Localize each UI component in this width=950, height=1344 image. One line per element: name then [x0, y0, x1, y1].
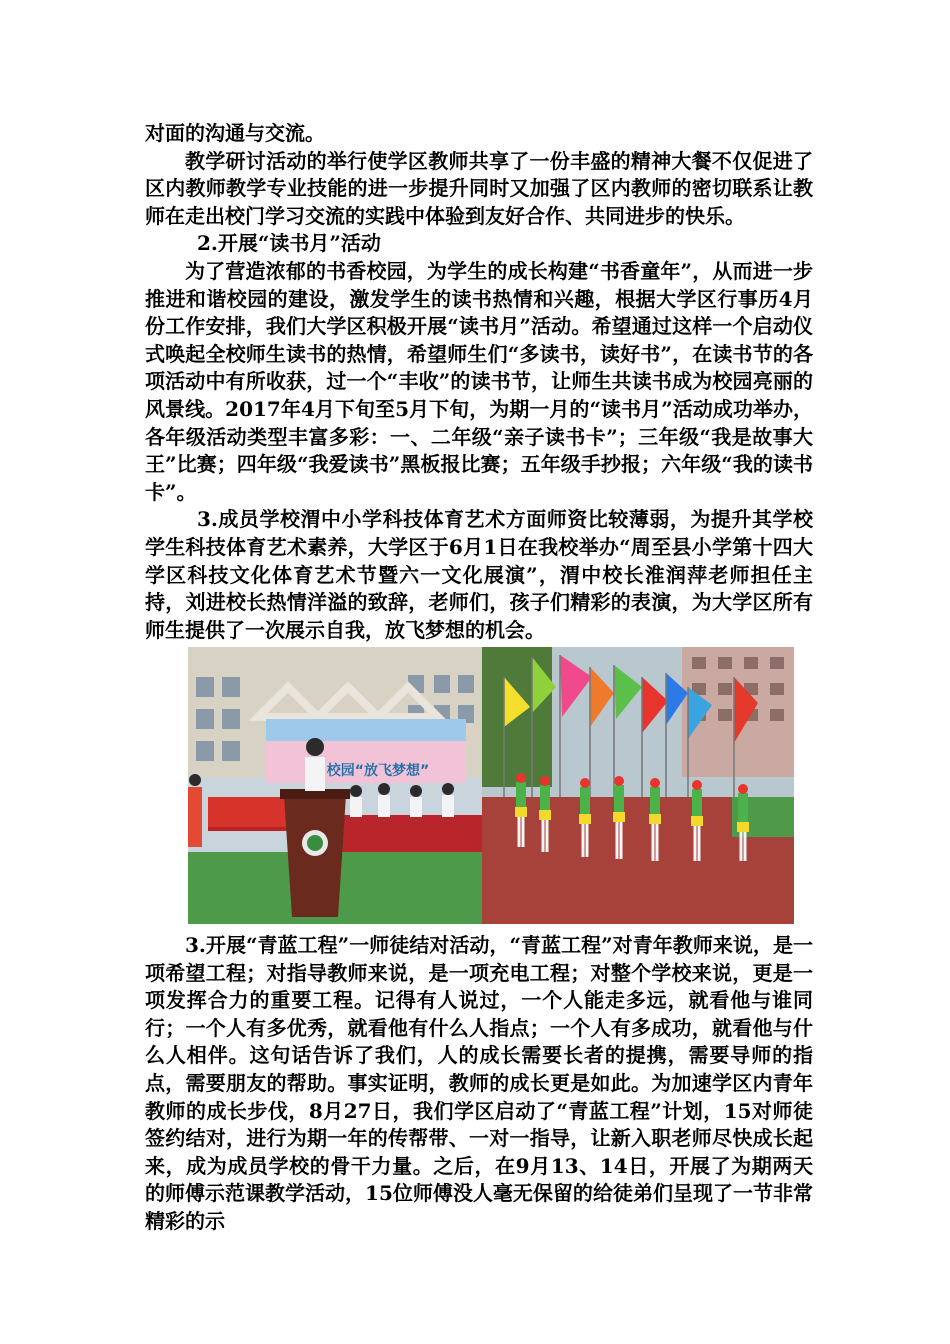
photo-pair — [188, 647, 794, 924]
paragraph: 教学研讨活动的举行使学区教师共享了一份丰盛的精神大餐不仅促进了区内教师教学专业技能的进一步提升同时又加强了区内教师的密切联系让教师在走出校门学习交流的实践中体验到友好合作、共同进步的快乐。 — [145, 148, 813, 228]
text-block-bottom — [145, 932, 813, 1236]
banner-text: 校园“放飞梦想” — [326, 763, 430, 779]
section-heading: 2.开展“读书月”活动 — [197, 231, 381, 256]
performance-photo — [482, 647, 794, 924]
ceremony-photo-image — [188, 647, 482, 924]
text-block-top — [145, 120, 813, 644]
paragraph: 对面的沟通与交流。 — [145, 121, 325, 145]
performance-photo-image — [482, 647, 794, 924]
paragraph: 3.开展“青蓝工程”一师徒结对活动，“青蓝工程”对青年教师来说，是一项希望工程；对指导教师来说，是一项充电工程；对整个学校来说，更是一项发挥合力的重要工程。记得有人说过，一个人能走多远，就看他与谁同行；一个人有多优秀，就看他有什么人指点；一个人有多成功，就看他与什么人相伴。这句话告诉了我们，人的成长需要长者的提携，需要导师的指点，需要朋友的帮助。事实证明，教师的成长更是如此。为加速学区内青年教师的成长步伐，8月27日，我们学区启动了“青蓝工程”计划，15对师徒签约结对，进行为期一年的传帮带、一对一指导，让新入职老师尽快成长起来，成为成员学校的骨干力量。之后，在9月13、14日，开展了为期两天的师傅示范课教学活动，15位师傅没人毫无保留的给徒弟们呈现了一节非常精彩的示 — [145, 933, 813, 1233]
paragraph: 3.成员学校渭中小学科技体育艺术方面师资比较薄弱，为提升其学校学生科技体育艺术素养，大学区于6月1日在我校举办“周至县小学第十四大学区科技文化体育艺术节暨六一文化展演”，渭中校长淮润萍老师担任主持，刘进校长热情洋溢的致辞，老师们，孩子们精彩的表演，为大学区所有师生提供了一次展示自我，放飞梦想的机会。 — [145, 507, 813, 642]
paragraph: 为了营造浓郁的书香校园，为学生的成长构建“书香童年”，从而进一步推进和谐校园的建设，激发学生的读书热情和兴趣，根据大学区行事历4月份工作安排，我们大学区积极开展“读书月”活动。希望通过这样一个启动仪式唤起全校师生读书的热情，希望师生们“多读书，读好书”，在读书节的各项活动中有所收获，过一个“丰收”的读书节，让师生共读书成为校园亮丽的风景线。2017年4月下旬至5月下旬，为期一月的“读书月”活动成功举办，各年级活动类型丰富多彩：一、二年级“亲子读书卡”；三年级“我是故事大王”比赛；四年级“我爱读书”黑板报比赛；五年级手抄报；六年级“我的读书卡”。 — [145, 258, 813, 504]
ceremony-photo — [188, 647, 482, 924]
